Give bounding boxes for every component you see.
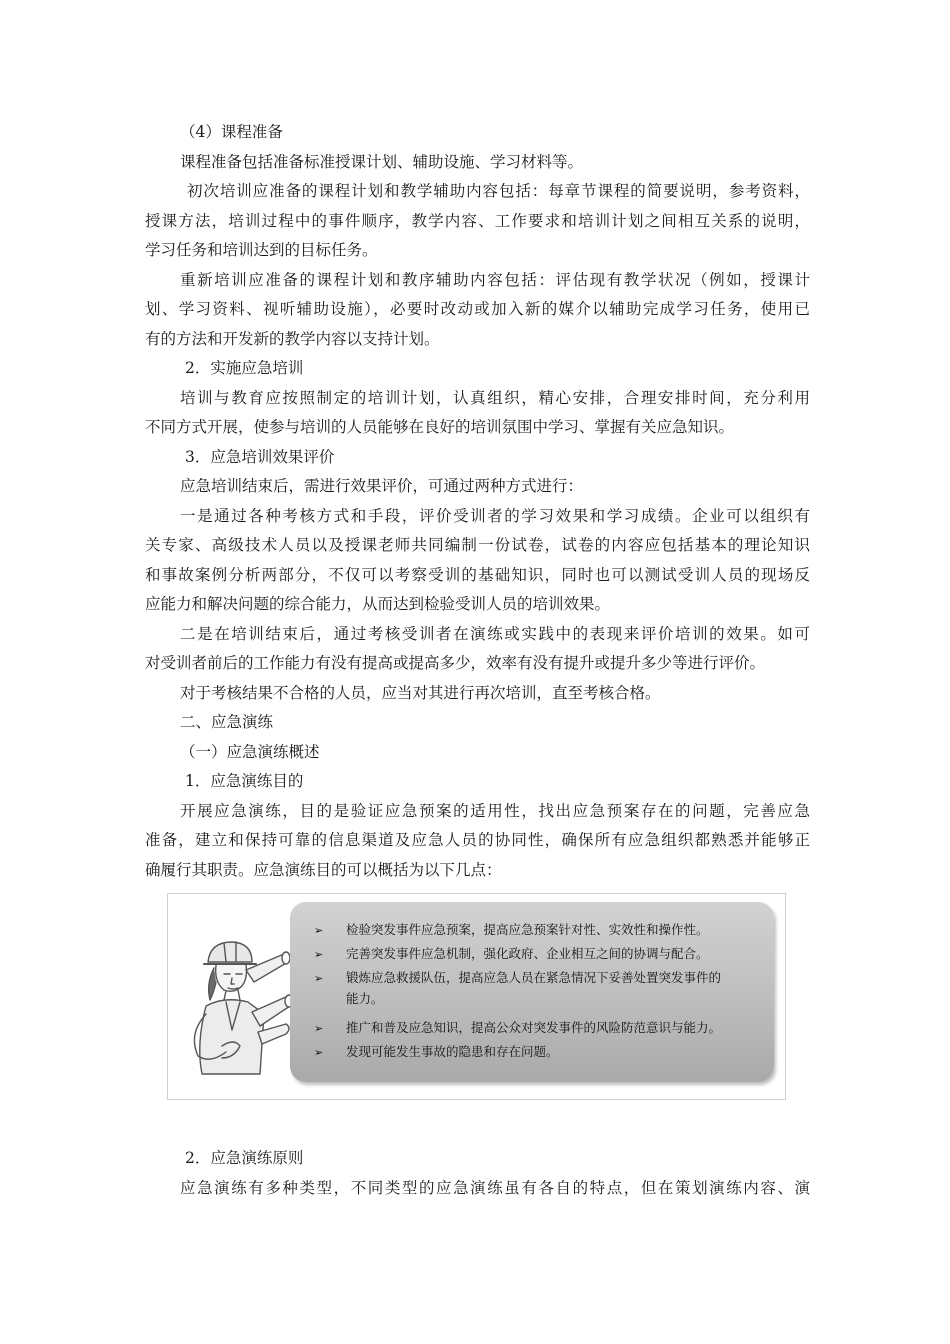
paragraph-line: 有的方法和开发新的教学内容以支持计划。 [145, 329, 440, 348]
arrow-bullet-icon: ➢ [314, 1046, 324, 1059]
arrow-bullet-icon: ➢ [314, 948, 324, 961]
paragraph-line: 不同方式开展，使参与培训的人员能够在良好的培训氛围中学习、掌握有关应急知识。 [145, 418, 735, 436]
purpose-list-panel [290, 902, 774, 1082]
paragraph-line: 一是通过各种考核方式和手段，评价受训者的学习效果和学习成绩。企业可以组织有 [180, 506, 810, 525]
drill-purpose-figure [167, 893, 786, 1100]
paragraph-line: 准备，建立和保持可靠的信息渠道及应急人员的协同性，确保所有应急组织都熟悉并能够正 [145, 831, 810, 849]
paragraph-line: 授课方法，培训过程中的事件顺序，教学内容、工作要求和培训计划之间相互关系的说明， [145, 211, 810, 230]
paragraph-line: 学习任务和培训达到的目标任务。 [145, 241, 378, 259]
section-heading-drill-principles: 2．应急演练原则 [185, 1149, 304, 1167]
document-page [145, 118, 810, 1203]
arrow-bullet-icon: ➢ [314, 972, 324, 985]
paragraph-line: 重新培训应准备的课程计划和教序辅助内容包括：评估现有教学状况（例如，授课计 [180, 270, 810, 289]
paragraph-line: 培训与教育应按照制定的培训计划，认真组织，精心安排，合理安排时间，充分利用 [180, 388, 810, 407]
arrow-bullet-icon: ➢ [314, 924, 324, 937]
paragraph-line: 划、学习资料、视听辅助设施），必要时改动或加入新的媒介以辅助完成学习任务，使用已 [145, 300, 810, 318]
purpose-item: ➢ 检验突发事件应急预案，提高应急预案针对性、实效性和操作性。 [314, 920, 709, 941]
purpose-item: ➢ 完善突发事件应急机制，强化政府、企业相互之间的协调与配合。 [314, 944, 709, 965]
paragraph-line: 开展应急演练，目的是验证应急预案的适用性，找出应急预案存在的问题，完善应急 [180, 801, 810, 820]
purpose-item: ➢ 推广和普及应急知识，提高公众对突发事件的风险防范意识与能力。 [314, 1018, 721, 1039]
sub-heading-course-prep: （4）课程准备 [180, 123, 283, 141]
paragraph-line: 对于考核结果不合格的人员，应当对其进行再次培训，直至考核合格。 [180, 683, 661, 702]
paragraph-line: 应能力和解决问题的综合能力，从而达到检验受训人员的培训效果。 [145, 595, 611, 613]
paragraph-line: 确履行其职责。应急演练目的可以概括为以下几点： [145, 860, 502, 879]
worker-with-blueprints-illustration [176, 934, 294, 1084]
section-heading-drill-purpose: 1．应急演练目的 [185, 772, 304, 790]
chapter-heading-emergency-drill: 二、应急演练 [180, 713, 274, 731]
arrow-bullet-icon: ➢ [314, 1022, 324, 1035]
paragraph-line: 关专家、高级技术人员以及授课老师共同编制一份试卷，试卷的内容应包括基本的理论知识 [145, 536, 810, 554]
paragraph-line: 初次培训应准备的课程计划和教学辅助内容包括：每章节课程的简要说明，参考资料， [187, 182, 810, 200]
paragraph-line: 二是在培训结束后，通过考核受训者在演练或实践中的表现来评价培训的效果。如可 [180, 624, 810, 643]
paragraph-line: 对受训者前后的工作能力有没有提高或提高多少，效率有没有提升或提升多少等进行评价。 [145, 654, 766, 672]
section-heading-training-evaluation: 3．应急培训效果评价 [185, 447, 335, 466]
sub-heading-drill-overview: （一）应急演练概述 [180, 742, 320, 761]
purpose-item: ➢ 锻炼应急救援队伍，提高应急人员在紧急情况下妥善处置突发事件的 能力。 [314, 970, 722, 1006]
purpose-item: ➢ 发现可能发生事故的隐患和存在问题。 [314, 1042, 559, 1063]
section-heading-implement-training: 2．实施应急培训 [185, 359, 304, 377]
paragraph-line: 和事故案例分析两部分，不仅可以考察受训的基础知识，同时也可以测试受训人员的现场反 [145, 565, 810, 584]
paragraph-line: 课程准备包括准备标准授课计划、辅助设施、学习材料等。 [180, 152, 584, 171]
paragraph-line: 应急演练有多种类型，不同类型的应急演练虽有各自的特点，但在策划演练内容、演 [180, 1178, 810, 1197]
paragraph-line: 应急培训结束后，需进行效果评价，可通过两种方式进行： [180, 477, 584, 495]
